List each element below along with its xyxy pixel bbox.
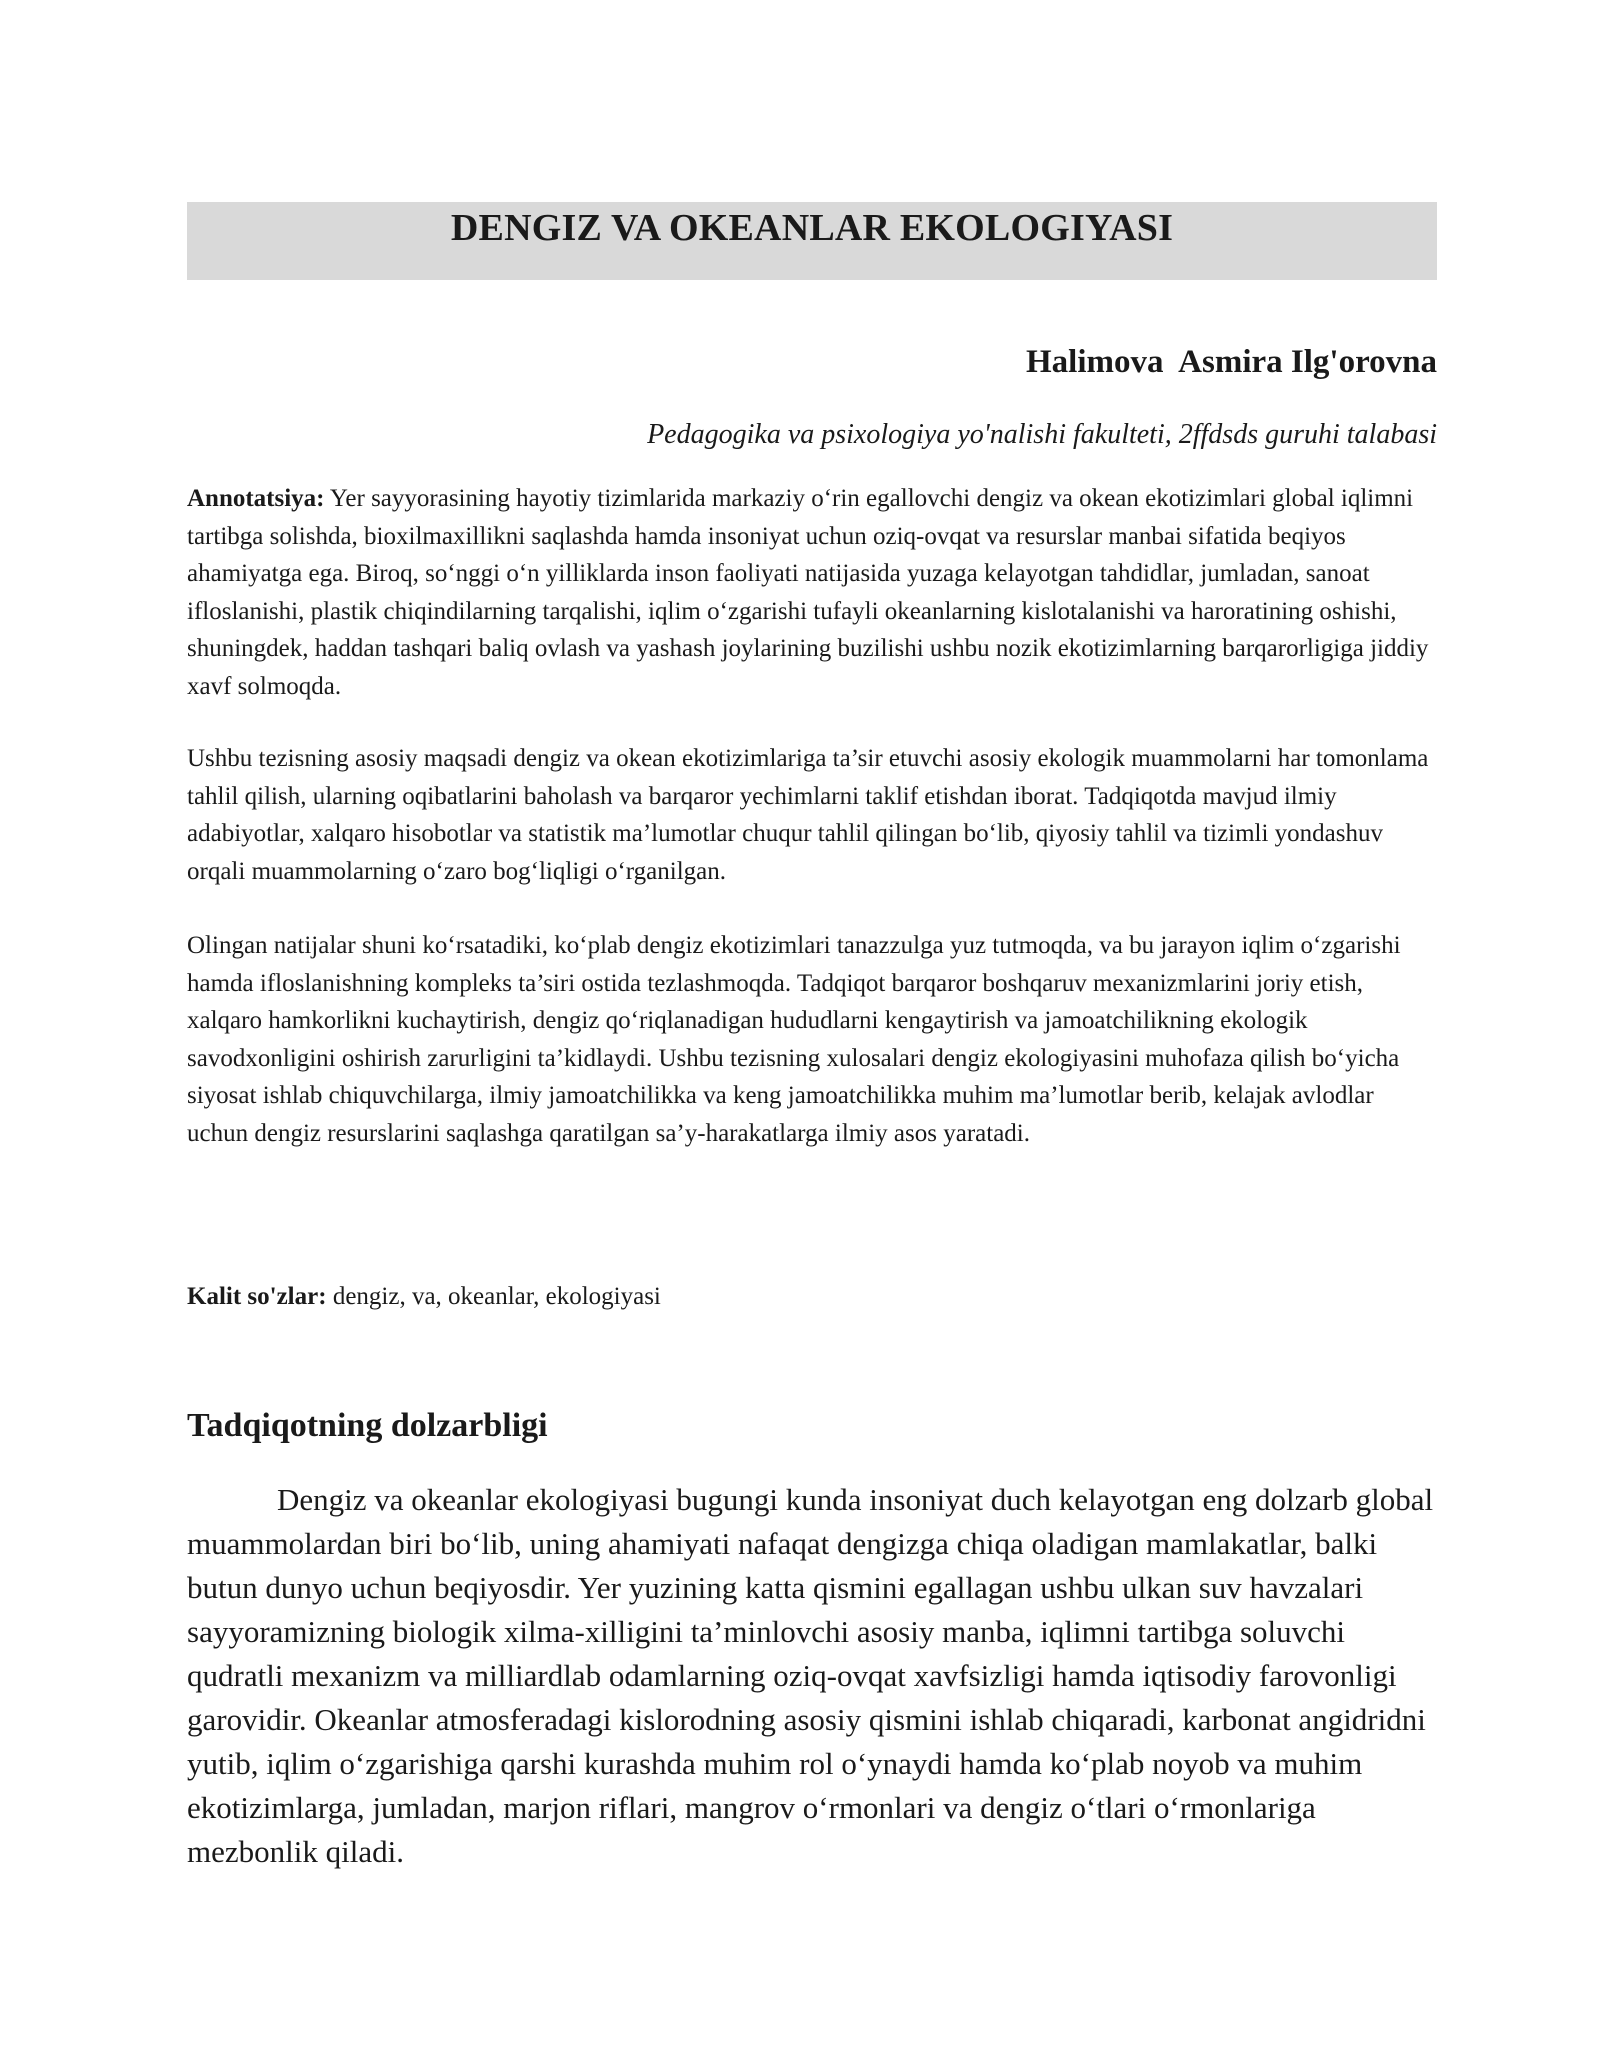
author-affiliation: Pedagogika va psixologiya yo'nalishi fakulteti, 2ffdsds guruhi talabasi [647, 419, 1437, 450]
keywords-line [187, 1278, 661, 1315]
abstract-paragraph-3: Olingan natijalar shuni ko‘rsatadiki, ko‘plab dengiz ekotizimlari tanazzulga yuz tutmoqda, va bu jarayon iqlim o‘zgarishi hamda ifloslanishning kompleks ta’siri ostida tezlashmoqda. Tadqiqot barqaror boshqaruv mexanizmlarini joriy etish, xalqaro hamkorlikni kuchaytirish, dengiz qo‘riqlanadigan hududlarni kengaytirish va jamoatchilikning ekologik savodxonligini oshirish zarurligini ta’kidlaydi. Ushbu tezisning xulosalari dengiz ekologiyasini muhofaza qilish bo‘yicha siyosat ishlab chiquvchilarga, ilmiy jamoatchilikka va keng jamoatchilikka muhim ma’lumotlar berib, kelajak avlodlar uchun dengiz resurslarini saqlashga qaratilgan sa’y-harakatlarga ilmiy asos yaratadi. [187, 932, 1401, 1147]
author-name: Halimova Asmira Ilg'orovna [1026, 344, 1437, 380]
abstract-paragraph-1 [187, 480, 1437, 705]
abstract-paragraph-2: Ushbu tezisning asosiy maqsadi dengiz va okean ekotizimlariga ta’sir etuvchi asosiy ekologik muammolarni har tomonlama tahlil qilish, ularning oqibatlarini baholash va barqaror yechimlarni taklif etishdan iborat. Tadqiqotda mavjud ilmiy adabiyotlar, xalqaro hisobotlar va statistik ma’lumotlar chuqur tahlil qilingan bo‘lib, qiyosiy tahlil va tizimli yondashuv orqali muammolarning o‘zaro bog‘liqligi o‘rganilgan. [187, 745, 1429, 885]
keywords-value: dengiz, va, okeanlar, ekologiyasi [332, 1283, 661, 1310]
abstract-text-1: Yer sayyorasining hayotiy tizimlarida markaziy o‘rin egallovchi dengiz va okean ekotizimlari global iqlimni tartibga solishda, bioxilmaxillikni saqlashda hamda insoniyat uchun oziq-ovqat va resurslar manbai sifatida beqiyos ahamiyatga ega. Biroq, so‘nggi o‘n yilliklarda inson faoliyati natijasida yuzaga kelayotgan tahdidlar, jumladan, sanoat ifloslanishi, plastik chiqindilarning tarqalishi, iqlim o‘zgarishi tufayli okeanlarning kislotalanishi va haroratining oshishi, shuningdek, haddan tashqari baliq ovlash va yashash joylarining buzilishi ushbu nozik ekotizimlarning barqarorligiga jiddiy xavf solmoqda. [187, 485, 1429, 700]
title-banner [187, 202, 1437, 280]
section-heading: Tadqiqotning dolzarbligi [187, 1407, 548, 1444]
keywords-label: Kalit so'zlar: [187, 1283, 327, 1310]
section-paragraph: Dengiz va okeanlar ekologiyasi bugungi kunda insoniyat duch kelayotgan eng dolzarb global muammolardan biri bo‘lib, uning ahamiyati nafaqat dengizga chiqa oladigan mamlakatlar, balki butun dunyo uchun beqiyosdir. Yer yuzining katta qismini egallagan ushbu ulkan suv havzalari sayyoramizning biologik xilma-xilligini ta’minlovchi asosiy manba, iqlimni tartibga soluvchi qudratli mexanizm va milliardlab odamlarning oziq-ovqat xavfsizligi hamda iqtisodiy farovonligi garovidir. Okeanlar atmosferadagi kislorodning asosiy qismini ishlab chiqaradi, karbonat angidridni yutib, iqlim o‘zgarishiga qarshi kurashda muhim rol o‘ynaydi hamda ko‘plab noyob va muhim ekotizimlarga, jumladan, marjon riflari, mangrov o‘rmonlari va dengiz o‘tlari o‘rmonlariga mezbonlik qiladi. [187, 1482, 1434, 1869]
abstract-label: Annotatsiya: [187, 485, 325, 512]
document-title: DENGIZ VA OKEANLAR EKOLOGIYASI [450, 207, 1174, 249]
